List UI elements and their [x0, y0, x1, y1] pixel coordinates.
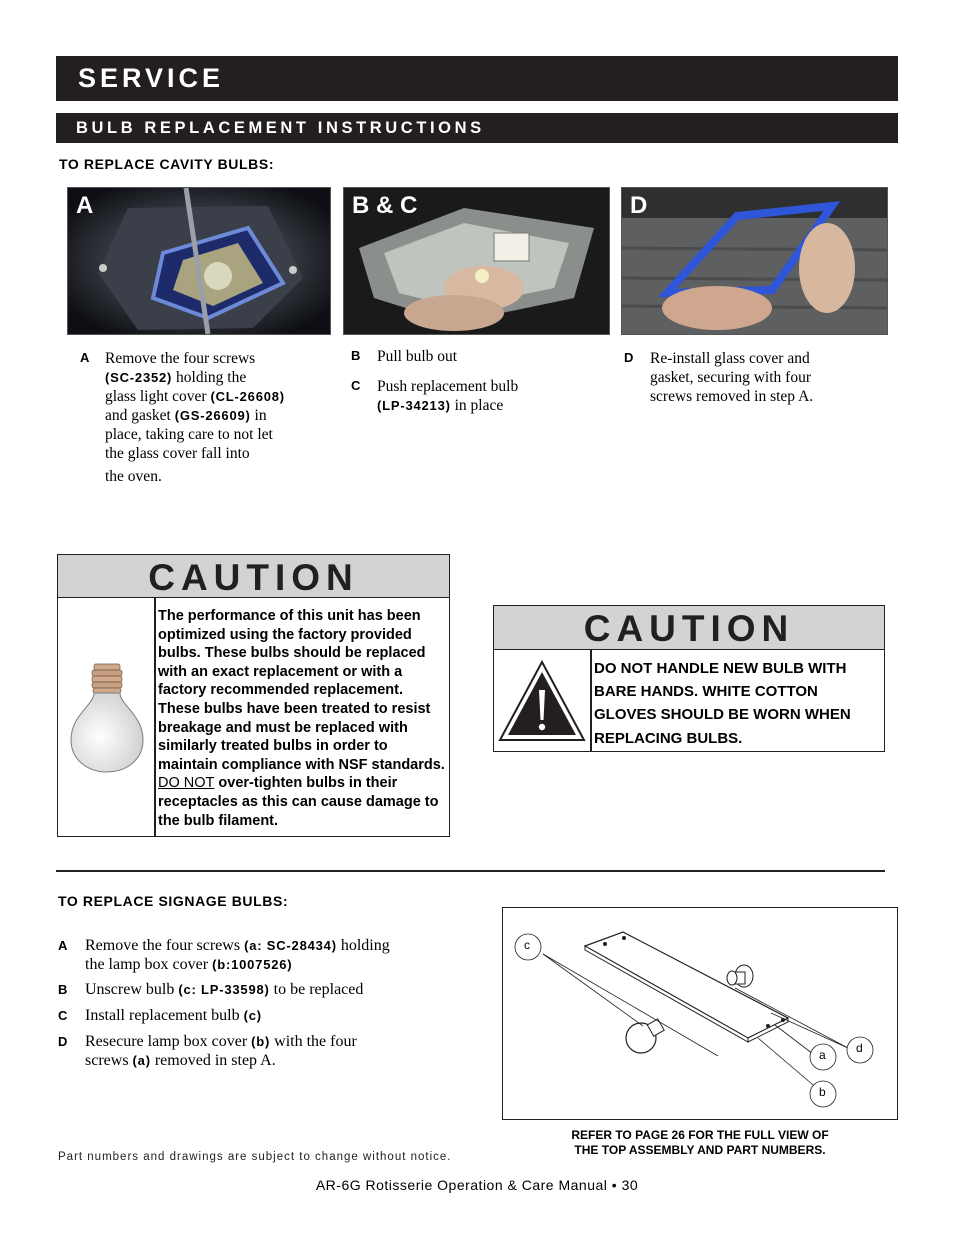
- lamp-box-exploded-drawing: [503, 908, 897, 1119]
- signage-step-a-text-1: Remove the four screws: [85, 937, 241, 954]
- photo-b-c: [343, 187, 610, 335]
- photo-a-illustration: [68, 188, 330, 334]
- step-d-text-3: screws removed in step A.: [650, 388, 814, 405]
- step-d-text-1: Re-install glass cover and: [650, 350, 810, 367]
- step-a-text-2: holding the: [176, 369, 247, 386]
- callout-a: a: [819, 1048, 826, 1062]
- signage-step-d-text-2: with the four: [274, 1033, 357, 1050]
- step-c-letter: C: [351, 378, 361, 393]
- section-divider: [56, 870, 885, 872]
- caution-text: [158, 607, 446, 830]
- lamp-box-diagram: [502, 907, 898, 1120]
- step-d-text: [650, 349, 882, 406]
- caution-box-bare-hands: [493, 605, 885, 752]
- diagram-caption-line-2: THE TOP ASSEMBLY AND PART NUMBERS.: [574, 1143, 826, 1157]
- diagram-caption-line-1: REFER TO PAGE 26 FOR THE FULL VIEW OF: [571, 1128, 829, 1142]
- signage-bulbs-heading: TO REPLACE SIGNAGE BULBS:: [58, 893, 289, 909]
- subsection-header-band: [56, 113, 898, 143]
- signage-step-a-text: [85, 936, 475, 974]
- warning-triangle-icon: [498, 660, 586, 742]
- diagram-caption: [502, 1128, 898, 1158]
- signage-step-a-text-2: holding: [340, 937, 390, 954]
- step-a-text-1: Remove the four screws: [105, 350, 256, 367]
- caution-text-body: The performance of this unit has been optimized using the factory provided bulbs. These bulbs should be replaced with an exact replacement or with a factory recommended replacement. These bulbs have been treated to resist breakage and must be replaced with similarly treated bulbs in order to maintain compliance with NSF standards.: [158, 608, 445, 773]
- step-a-text-8: the oven.: [105, 468, 162, 485]
- part-number-lp-33598: (c: LP-33598): [178, 982, 270, 997]
- photo-a: [67, 187, 331, 335]
- step-a-text-4: and gasket: [105, 407, 171, 424]
- caution-divider: [154, 598, 156, 836]
- caution-divider-right: [590, 650, 592, 751]
- signage-step-a-letter: A: [58, 938, 68, 953]
- caution-right-line-3: GLOVES SHOULD BE WORN WHEN: [594, 706, 851, 724]
- step-a-text-3: glass light cover: [105, 388, 207, 405]
- signage-step-d-text-3: screws: [85, 1052, 129, 1069]
- step-a-text: [105, 349, 345, 486]
- signage-step-c-text-1: Install replacement bulb: [85, 1007, 240, 1024]
- part-ref-a: (a): [132, 1053, 151, 1068]
- part-number-1007526: (b:1007526): [212, 957, 293, 972]
- page-footer: AR-6G Rotisserie Operation & Care Manual • 30: [315, 1177, 639, 1193]
- caution-text-do-not: DO NOT: [158, 775, 215, 792]
- caution-title-right: CAUTION: [494, 606, 884, 650]
- photo-b-c-letter: B & C: [352, 192, 418, 219]
- caution-right-line-1: DO NOT HANDLE NEW BULB WITH: [594, 660, 847, 677]
- part-number-gs-26609: (GS-26609): [174, 408, 251, 423]
- part-number-sc-2352: (SC-2352): [105, 370, 173, 385]
- caution-title: CAUTION: [58, 555, 449, 598]
- signage-step-b-text-1: Unscrew bulb: [85, 981, 175, 998]
- callout-c: c: [524, 938, 530, 952]
- photo-d-illustration: [622, 188, 887, 334]
- footnote: Part numbers and drawings are subject to change without notice.: [58, 1151, 452, 1163]
- caution-box-bulb-replacement: [57, 554, 450, 837]
- step-a-letter: A: [80, 350, 90, 365]
- signage-step-b-text-2: to be replaced: [273, 981, 364, 998]
- step-a-text-5: in: [254, 407, 267, 424]
- step-b-text: Pull bulb out: [377, 348, 458, 365]
- step-c-text-2: in place: [454, 397, 504, 414]
- subsection-title: BULB REPLACEMENT INSTRUCTIONS: [76, 119, 485, 137]
- step-d-text-2: gasket, securing with four: [650, 369, 811, 386]
- cavity-bulbs-heading: TO REPLACE CAVITY BULBS:: [59, 156, 275, 172]
- signage-step-b-text: [85, 980, 475, 999]
- caution-right-line-4: REPLACING BULBS.: [594, 729, 743, 747]
- signage-step-b-letter: B: [58, 982, 68, 997]
- signage-step-d-text: [85, 1032, 475, 1070]
- caution-text-end: over-tighten bulbs in their receptacles as this can cause damage to the bulb filament.: [158, 775, 439, 829]
- signage-step-c-text: [85, 1006, 475, 1025]
- photo-d: [621, 187, 888, 335]
- photo-a-letter: A: [76, 192, 94, 219]
- signage-step-d-text-1: Resecure lamp box cover: [85, 1033, 248, 1050]
- step-d-letter: D: [624, 350, 634, 365]
- part-ref-c: (c): [243, 1008, 262, 1023]
- part-number-cl-26608: (CL-26608): [210, 389, 285, 404]
- callout-b: b: [819, 1085, 826, 1099]
- callout-d: d: [856, 1041, 863, 1055]
- signage-step-c-letter: C: [58, 1008, 68, 1023]
- part-number-lp-34213: (LP-34213): [377, 398, 451, 413]
- step-a-text-7: the glass cover fall into: [105, 445, 250, 462]
- section-title: SERVICE: [78, 63, 225, 93]
- section-header-band: [56, 56, 898, 101]
- caution-right-line-2: BARE HANDS. WHITE COTTON: [594, 683, 818, 701]
- part-number-sc-28434: (a: SC-28434): [244, 938, 337, 953]
- step-a-text-6: place, taking care to not let: [105, 426, 273, 443]
- part-ref-b: (b): [251, 1034, 271, 1049]
- caution-text-right: [594, 657, 879, 750]
- signage-step-a-text-3: the lamp box cover: [85, 956, 209, 973]
- signage-step-d-text-4: removed in step A.: [154, 1052, 276, 1069]
- photo-d-letter: D: [630, 192, 648, 219]
- step-c-text: [377, 377, 607, 415]
- step-b-letter: B: [351, 348, 361, 363]
- light-bulb-icon: [68, 660, 146, 778]
- step-c-text-1: Push replacement bulb: [377, 378, 519, 395]
- signage-step-d-letter: D: [58, 1034, 68, 1049]
